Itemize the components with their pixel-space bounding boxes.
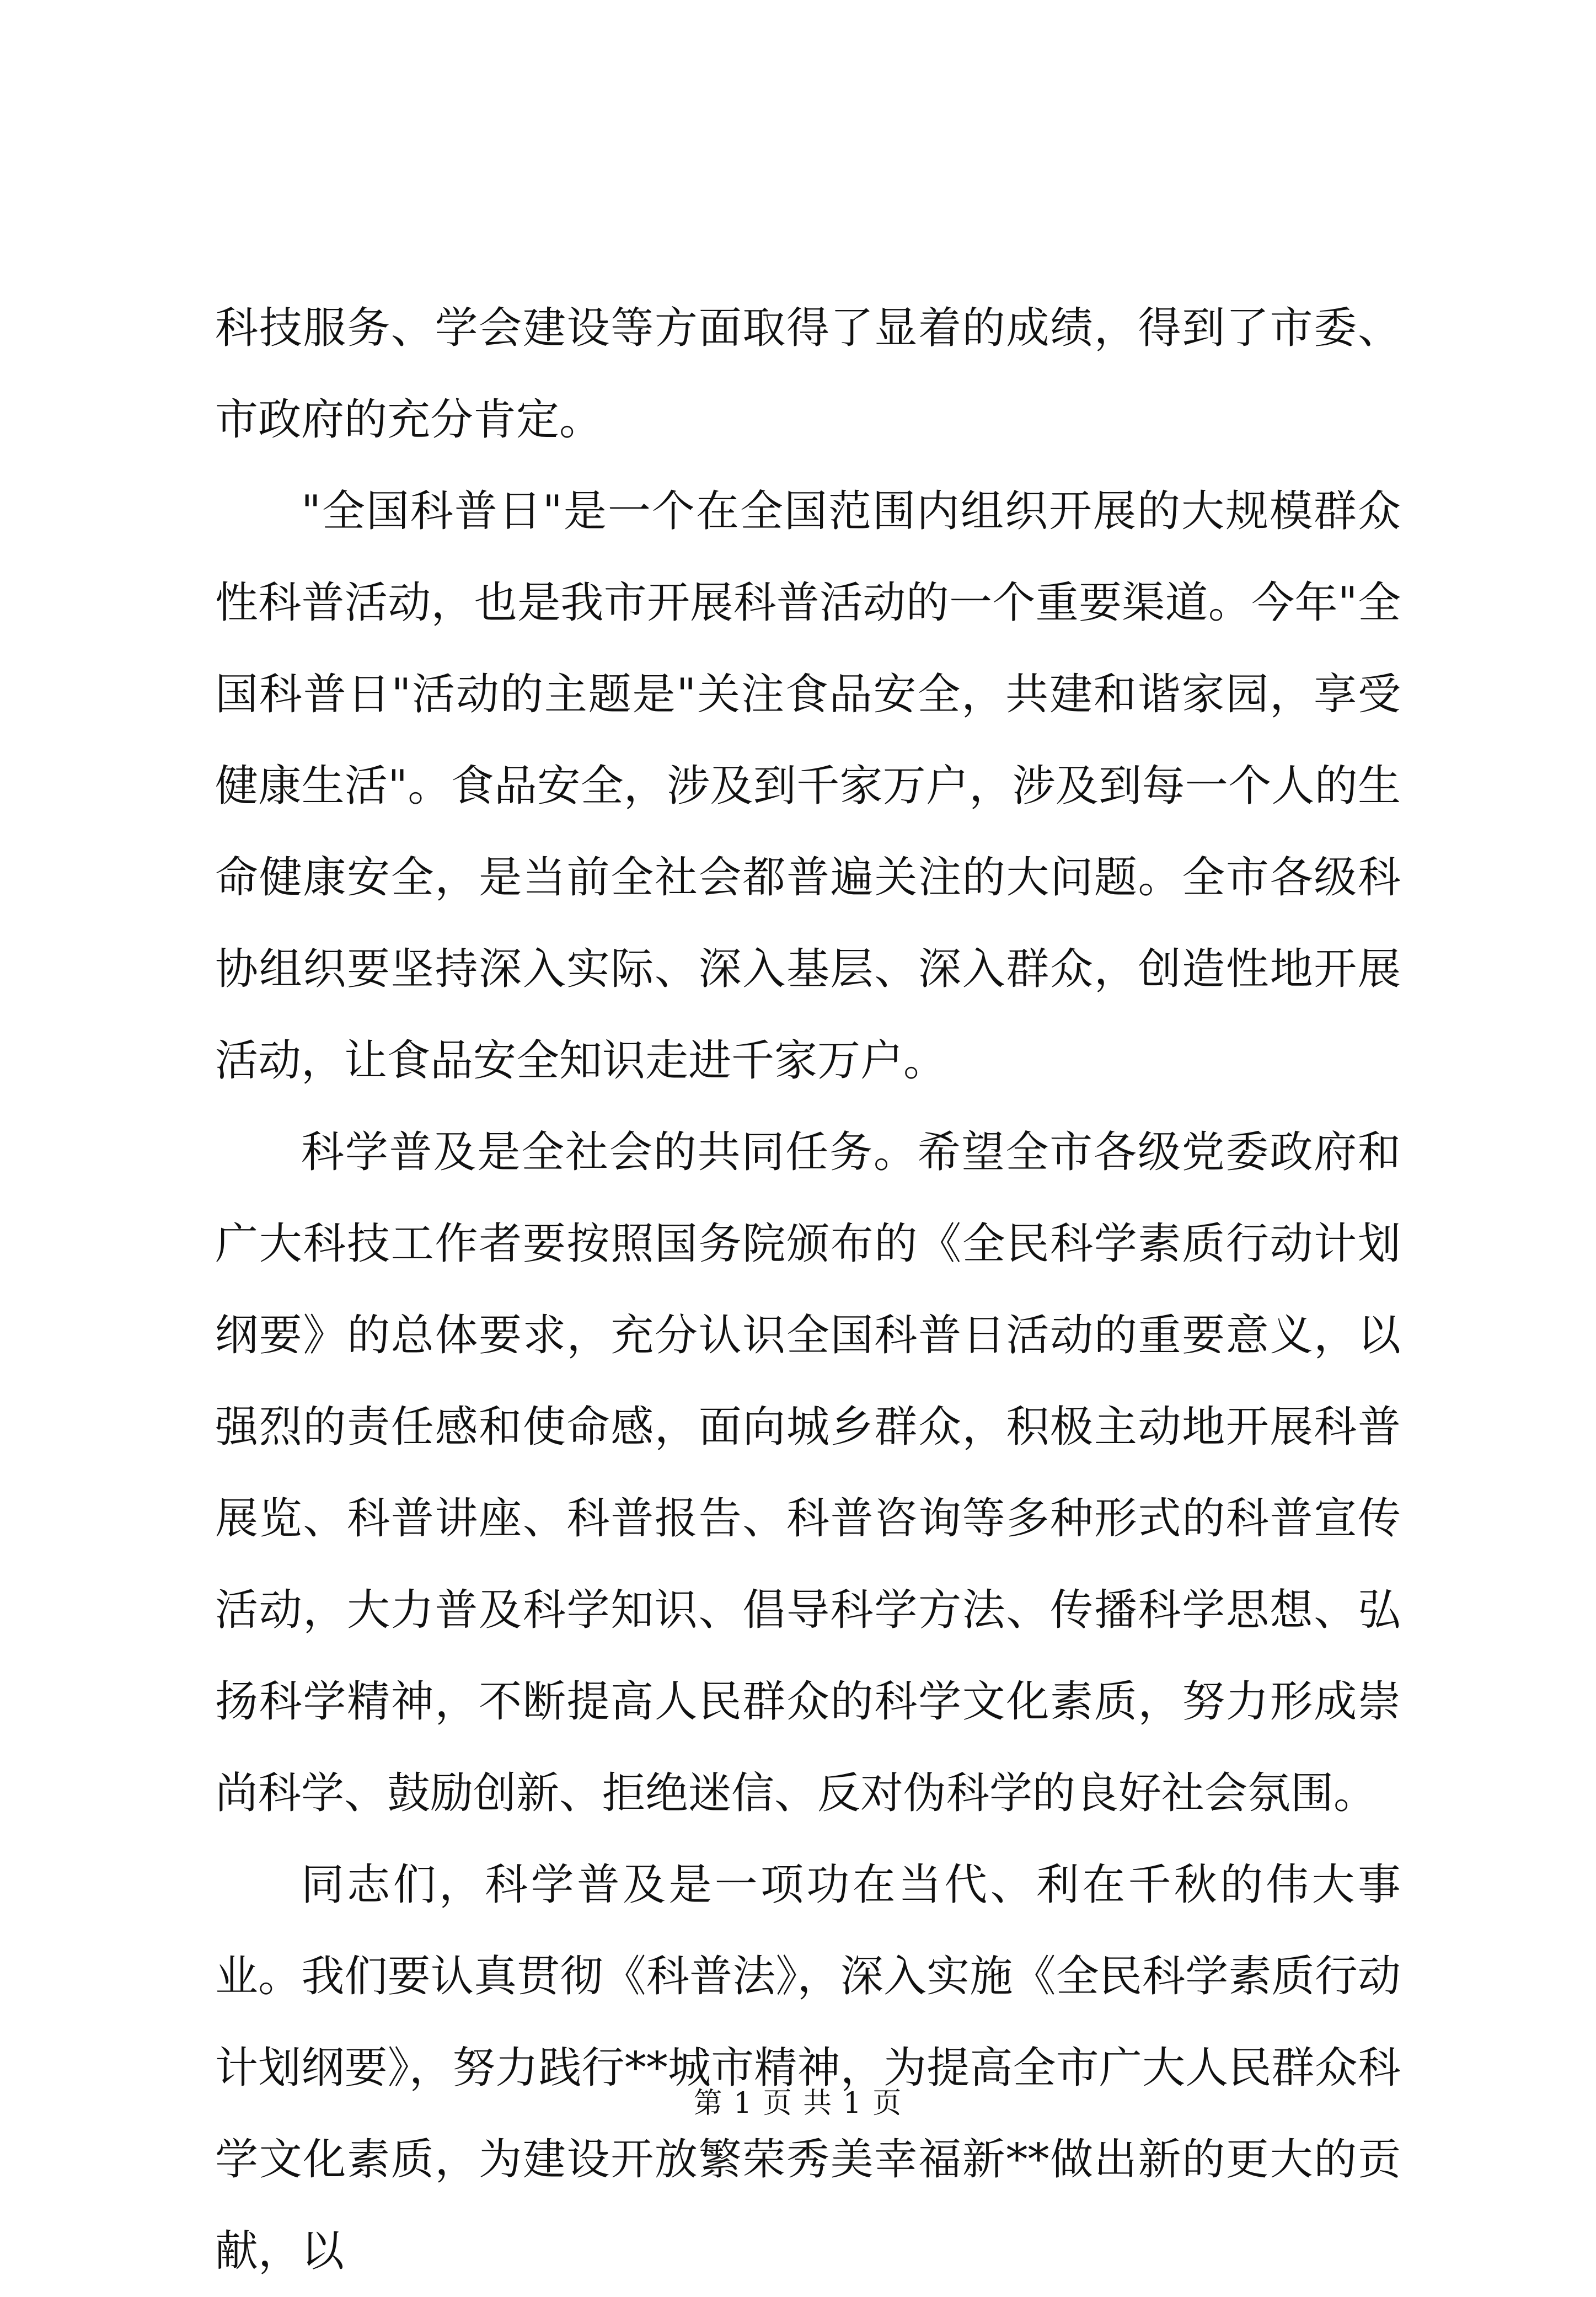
document-body <box>215 282 1401 2297</box>
page-footer: 第 1 页 共 1 页 <box>693 2087 903 2120</box>
paragraph-4: 同志们，科学普及是一项功在当代、利在千秋的伟大事业。我们要认真贯彻《科普法》，深入实施《全民科学素质行动计划纲要》，努力践行**城市精神，为提高全市广大人民群众科学文化素质，为建设开放繁荣秀美幸福新**做出新的更大的贡献，以 <box>215 1860 1401 2276</box>
paragraph-2: "全国科普日"是一个在全国范围内组织开展的大规模群众性科普活动，也是我市开展科普活动的一个重要渠道。今年"全国科普日"活动的主题是"关注食品安全，共建和谐家园，享受健康生活"。食品安全，涉及到千家万户，涉及到每一个人的生命健康安全，是当前全社会都普遍关注的大问题。全市各级科协组织要坚持深入实际、深入基层、深入群众，创造性地开展活动，让食品安全知识走进千家万户。 <box>215 487 1401 1086</box>
paragraph-1: 科技服务、学会建设等方面取得了显着的成绩，得到了市委、市政府的充分肯定。 <box>215 303 1401 445</box>
paragraph-3: 科学普及是全社会的共同任务。希望全市各级党委政府和广大科技工作者要按照国务院颁布的《全民科学素质行动计划纲要》的总体要求，充分认识全国科普日活动的重要意义，以强烈的责任感和使命感，面向城乡群众，积极主动地开展科普展览、科普讲座、科普报告、科普咨询等多种形式的科普宣传活动，大力普及科学知识、倡导科学方法、传播科学思想、弘扬科学精神，不断提高人民群众的科学文化素质，努力形成崇尚科学、鼓励创新、拒绝迷信、反对伪科学的良好社会氛围。 <box>215 1128 1401 1818</box>
